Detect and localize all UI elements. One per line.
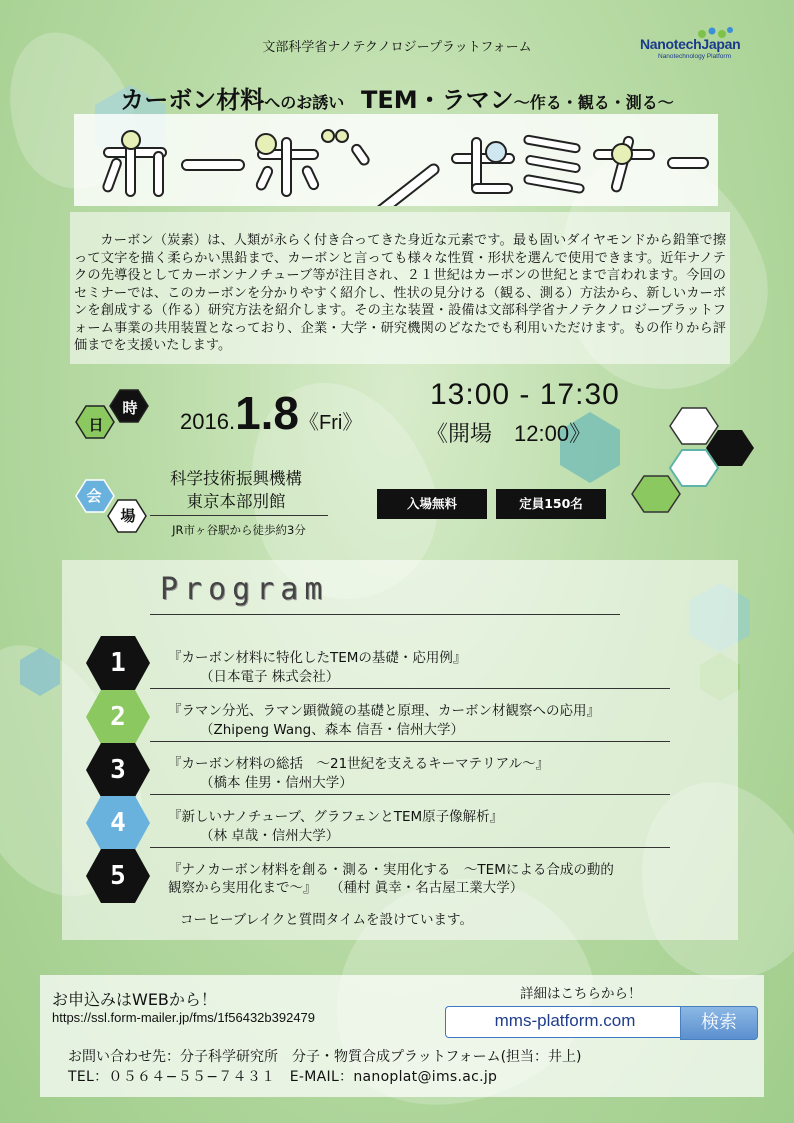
program-item-speaker: （日本電子 株式会社） xyxy=(200,669,340,685)
event-time: 13:00 - 17:30 xyxy=(430,378,620,411)
label-time: 時 xyxy=(122,399,138,417)
program-divider xyxy=(150,741,670,742)
program-divider xyxy=(150,794,670,795)
contact-phone-email: TEL：０５６４−５５−７４３１ E-MAIL：nanoplat@ims.ac.jp xyxy=(68,1069,498,1085)
program-title-underline xyxy=(150,614,620,615)
hex-cluster xyxy=(626,408,756,518)
program-title: Program xyxy=(160,572,329,607)
venue-building: 東京本部別館 xyxy=(186,492,286,511)
program-item-3-number xyxy=(86,743,150,797)
apply-url-link[interactable]: https://ssl.form-mailer.jp/fms/1f56432b392479 xyxy=(52,1010,316,1025)
venue-divider xyxy=(150,515,328,516)
program-item-1-number xyxy=(86,636,150,690)
date-month-day: 1.8 xyxy=(235,387,300,439)
contact-info: お問い合わせ先：分子科学研究所 分子・物質合成プラットフォーム(担当：井上) xyxy=(68,1049,582,1065)
label-venue2: 場 xyxy=(120,507,136,525)
date-weekday: 《Fri》 xyxy=(299,412,363,434)
nanotech-japan-logo xyxy=(636,28,766,64)
program-divider xyxy=(150,847,670,848)
program-item-speaker: 観察から実用化まで〜』 （種村 眞幸・名古屋工業大学） xyxy=(168,880,524,896)
date-year: 2016. xyxy=(180,409,236,434)
headline-part3: TEM・ラマン xyxy=(361,86,514,114)
seminar-title-box xyxy=(74,114,718,206)
program-item-title: 『カーボン材料の総括 〜21世紀を支えるキーマテリアル〜』 xyxy=(168,756,550,772)
detail-heading: 詳細はこちらから！ xyxy=(520,986,642,1002)
logo-main-text: NanotechJapan xyxy=(640,36,741,52)
seminar-title-logo xyxy=(74,114,718,206)
search-input[interactable] xyxy=(445,1006,685,1038)
headline-part4: 〜作る・観る・測る〜 xyxy=(513,93,674,112)
program-item-5-number xyxy=(86,849,150,903)
program-item-speaker: （橋本 佳男・信州大学） xyxy=(200,775,353,791)
headline-part2: へのお誘い xyxy=(264,93,345,112)
event-open-time: 《開場 12:00》 xyxy=(426,421,592,446)
program-item-2-number xyxy=(86,690,150,744)
coffee-break-note: コーヒーブレイクと質問タイムを設けています。 xyxy=(180,912,473,928)
organizer-text: 文部科学省ナノテクノロジープラットフォーム xyxy=(262,40,532,55)
program-item-4-number xyxy=(86,796,150,850)
event-date xyxy=(180,386,362,440)
label-day: 日 xyxy=(88,416,104,434)
search-input-value: mms-platform.com xyxy=(494,1011,636,1030)
program-number: 5 xyxy=(110,861,126,891)
program-item-title: 『ラマン分光、ラマン顕微鏡の基礎と原理、カーボン材観察への応用』 xyxy=(168,703,600,719)
apply-heading: お申込みはWEBから！ xyxy=(52,990,217,1009)
label-venue1: 会 xyxy=(86,487,102,505)
intro-text: カーボン（炭素）は、人類が永らく付き合ってきた身近な元素です。最も固いダイヤモンドから鉛筆で擦って文字を描く柔らかい黒鉛まで、カーボンと言っても様々な性質・形状を選んで使用できます。近年ナノテクの先導役としてカーボンナノチューブ等が注目され、２１世紀はカーボンの世紀とまで言われます。今回のセミナーでは、このカーボンを分かりやすく紹介し、性状の見分ける（観る、測る）方法から、新しいカーボンを創成する（作る）研究方法を紹介します。その主な装置・設備は文部科学省ナノテクノロジープラットフォーム事業の共用装置となっており、企業・大学・研究機関のどなたでも利用いただけます。もの作りから評価までを支援いたします。 xyxy=(74,233,726,353)
program-item-title: 『ナノカーボン材料を創る・測る・実用化する 〜TEMによる合成の動的 xyxy=(168,862,614,878)
program-number: 4 xyxy=(110,808,126,838)
program-item-title: 『新しいナノチューブ、グラフェンとTEM原子像解析』 xyxy=(168,809,504,825)
venue-name: 科学技術振興機構 xyxy=(170,469,302,488)
program-number: 2 xyxy=(110,702,126,732)
venue-access: JR市ヶ谷駅から徒歩約3分 xyxy=(172,523,306,537)
program-number: 1 xyxy=(110,648,126,678)
logo-sub-text: Nanotechnology Platform xyxy=(658,53,731,60)
headline-part1: カーボン材料 xyxy=(120,86,265,114)
program-item-speaker: （林 卓哉・信州大学） xyxy=(200,828,340,844)
search-button[interactable]: 検索 xyxy=(680,1006,758,1040)
program-divider xyxy=(150,688,670,689)
badge-free-admission: 入場無料 xyxy=(377,489,487,519)
badge-capacity: 定員150名 xyxy=(496,489,606,519)
program-number: 3 xyxy=(110,755,126,785)
program-item-title: 『カーボン材料に特化したTEMの基礎・応用例』 xyxy=(168,650,467,666)
headline xyxy=(0,80,794,115)
day-time-hexes xyxy=(72,386,152,446)
program-item-speaker: （Zhipeng Wang、森本 信吾・信州大学） xyxy=(200,722,465,738)
